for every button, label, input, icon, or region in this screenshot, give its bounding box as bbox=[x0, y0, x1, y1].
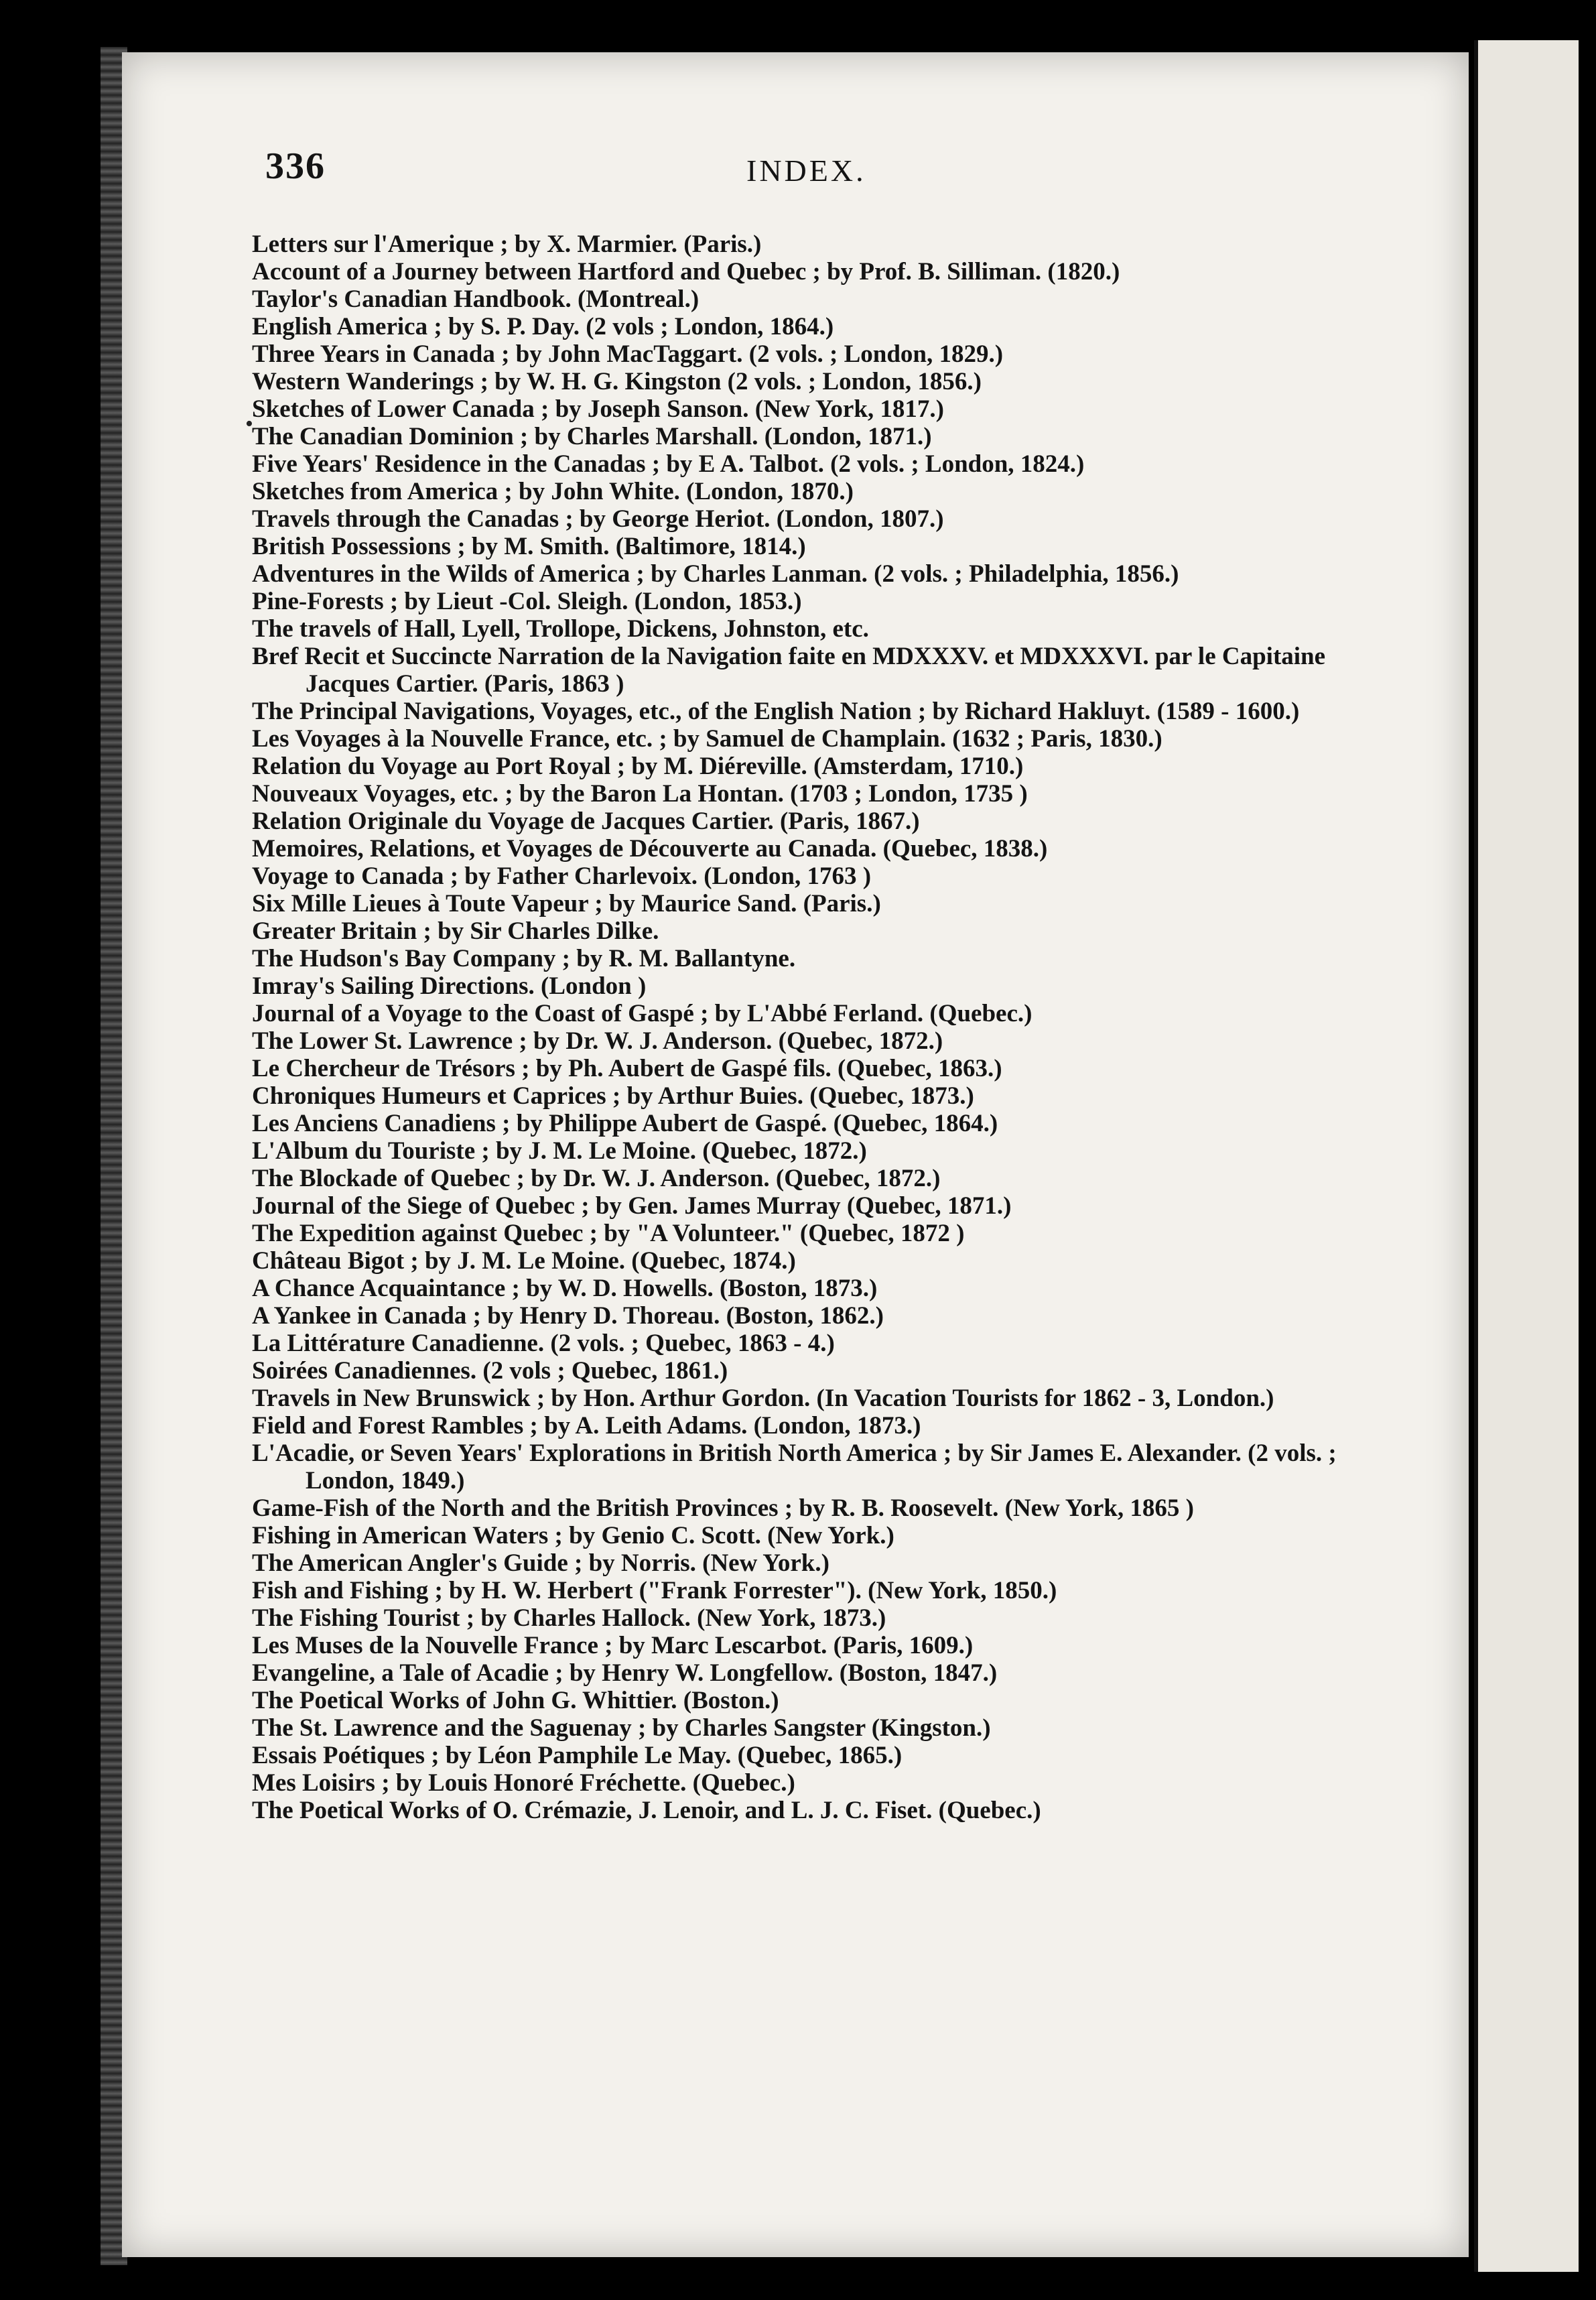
index-entry: Les Muses de la Nouvelle France ; by Marc Lescarbot. (Paris, 1609.) bbox=[252, 1632, 974, 1659]
index-entry: English America ; by S. P. Day. (2 vols ; London, 1864.) bbox=[252, 313, 834, 340]
index-entry: A Chance Acquaintance ; by W. D. Howells. (Boston, 1873.) bbox=[252, 1275, 878, 1302]
index-entry: Chroniques Humeurs et Caprices ; by Arthur Buies. (Quebec, 1873.) bbox=[252, 1082, 974, 1110]
index-entry: The American Angler's Guide ; by Norris. (New York.) bbox=[252, 1549, 829, 1577]
index-entry: The Canadian Dominion ; by Charles Marshall. (London, 1871.) bbox=[252, 423, 932, 450]
index-entry: Greater Britain ; by Sir Charles Dilke. bbox=[252, 917, 659, 945]
index-entry: Journal of a Voyage to the Coast of Gaspé ; by L'Abbé Ferland. (Quebec.) bbox=[252, 1000, 1033, 1027]
index-entry: Account of a Journey between Hartford and Quebec ; by Prof. B. Silliman. (1820.) bbox=[252, 258, 1120, 285]
index-entry: Field and Forest Rambles ; by A. Leith Adams. (London, 1873.) bbox=[252, 1412, 921, 1440]
index-entry: Nouveaux Voyages, etc. ; by the Baron La Hontan. (1703 ; London, 1735 ) bbox=[252, 780, 1028, 808]
index-entry: Les Voyages à la Nouvelle France, etc. ; by Samuel de Champlain. (1632 ; Paris, 1830.) bbox=[252, 725, 1162, 753]
index-entry: Imray's Sailing Directions. (London ) bbox=[252, 972, 647, 1000]
index-entry: British Possessions ; by M. Smith. (Baltimore, 1814.) bbox=[252, 533, 806, 560]
index-entry: Sketches from America ; by John White. (London, 1870.) bbox=[252, 478, 854, 505]
index-entry: Journal of the Siege of Quebec ; by Gen. James Murray (Quebec, 1871.) bbox=[252, 1192, 1012, 1220]
index-entry: L'Album du Touriste ; by J. M. Le Moine. (Quebec, 1872.) bbox=[252, 1137, 867, 1165]
running-head: INDEX. bbox=[746, 153, 866, 188]
margin-mark: • bbox=[245, 411, 253, 436]
index-entry: The Blockade of Quebec ; by Dr. W. J. Anderson. (Quebec, 1872.) bbox=[252, 1165, 941, 1192]
index-entry: Voyage to Canada ; by Father Charlevoix. (London, 1763 ) bbox=[252, 862, 872, 890]
page-number: 336 bbox=[265, 145, 326, 187]
index-entry-list bbox=[252, 231, 1351, 1824]
index-entry: Five Years' Residence in the Canadas ; by E A. Talbot. (2 vols. ; London, 1824.) bbox=[252, 450, 1085, 478]
index-entry: Memoires, Relations, et Voyages de Découverte au Canada. (Quebec, 1838.) bbox=[252, 835, 1048, 862]
index-entry: Pine-Forests ; by Lieut -Col. Sleigh. (London, 1853.) bbox=[252, 588, 802, 615]
index-entry: Mes Loisirs ; by Louis Honoré Fréchette. (Quebec.) bbox=[252, 1769, 795, 1797]
index-entry: Six Mille Lieues à Toute Vapeur ; by Maurice Sand. (Paris.) bbox=[252, 890, 881, 917]
index-entry: The Expedition against Quebec ; by "A Volunteer." (Quebec, 1872 ) bbox=[252, 1220, 965, 1247]
index-entry: The St. Lawrence and the Saguenay ; by Charles Sangster (Kingston.) bbox=[252, 1714, 991, 1742]
index-entry: Château Bigot ; by J. M. Le Moine. (Quebec, 1874.) bbox=[252, 1247, 796, 1275]
index-entry: Fishing in American Waters ; by Genio C. Scott. (New York.) bbox=[252, 1522, 894, 1549]
index-entry: The Fishing Tourist ; by Charles Hallock. (New York, 1873.) bbox=[252, 1604, 886, 1632]
index-entry: Le Chercheur de Trésors ; by Ph. Aubert de Gaspé fils. (Quebec, 1863.) bbox=[252, 1055, 1002, 1082]
index-entry: The Lower St. Lawrence ; by Dr. W. J. Anderson. (Quebec, 1872.) bbox=[252, 1027, 943, 1055]
index-entry: The Poetical Works of O. Crémazie, J. Lenoir, and L. J. C. Fiset. (Quebec.) bbox=[252, 1797, 1041, 1824]
index-entry: La Littérature Canadienne. (2 vols. ; Quebec, 1863 - 4.) bbox=[252, 1330, 835, 1357]
index-entry: Bref Recit et Succincte Narration de la Navigation faite en MDXXXV. et MDXXXVI. par le Capitaine Jacques Cartier. (Paris, 1863 ) bbox=[252, 643, 1326, 698]
index-entry: Fish and Fishing ; by H. W. Herbert ("Frank Forrester"). (New York, 1850.) bbox=[252, 1577, 1057, 1604]
index-entry: Relation du Voyage au Port Royal ; by M. Diéreville. (Amsterdam, 1710.) bbox=[252, 753, 1024, 780]
index-entry: Travels in New Brunswick ; by Hon. Arthur Gordon. (In Vacation Tourists for 1862 - 3, London.) bbox=[252, 1385, 1274, 1412]
index-entry: L'Acadie, or Seven Years' Explorations in British North America ; by Sir James E. Alexander. (2 vols. ; London, 1849.) bbox=[252, 1440, 1337, 1494]
index-entry: Essais Poétiques ; by Léon Pamphile Le May. (Quebec, 1865.) bbox=[252, 1742, 903, 1769]
index-entry: Les Anciens Canadiens ; by Philippe Aubert de Gaspé. (Quebec, 1864.) bbox=[252, 1110, 998, 1137]
page-header bbox=[265, 145, 1404, 198]
index-entry: Soirées Canadiennes. (2 vols ; Quebec, 1861.) bbox=[252, 1357, 728, 1385]
index-entry: Sketches of Lower Canada ; by Joseph Sanson. (New York, 1817.) bbox=[252, 395, 945, 423]
index-entry: A Yankee in Canada ; by Henry D. Thoreau. (Boston, 1862.) bbox=[252, 1302, 884, 1330]
index-entry: Evangeline, a Tale of Acadie ; by Henry W. Longfellow. (Boston, 1847.) bbox=[252, 1659, 998, 1687]
index-entry: Travels through the Canadas ; by George Heriot. (London, 1807.) bbox=[252, 505, 944, 533]
index-entry: The Principal Navigations, Voyages, etc., of the English Nation ; by Richard Hakluyt. (1589 - 1600.) bbox=[252, 698, 1300, 725]
index-entry: Three Years in Canada ; by John MacTaggart. (2 vols. ; London, 1829.) bbox=[252, 340, 1004, 368]
index-entry: Game-Fish of the North and the British Provinces ; by R. B. Roosevelt. (New York, 1865 ) bbox=[252, 1494, 1194, 1522]
index-entry: Western Wanderings ; by W. H. G. Kingston (2 vols. ; London, 1856.) bbox=[252, 368, 982, 395]
index-entry: Taylor's Canadian Handbook. (Montreal.) bbox=[252, 285, 700, 313]
index-entry: Adventures in the Wilds of America ; by Charles Lanman. (2 vols. ; Philadelphia, 1856.) bbox=[252, 560, 1179, 588]
index-entry: The Hudson's Bay Company ; by R. M. Ballantyne. bbox=[252, 945, 796, 972]
index-entry: Relation Originale du Voyage de Jacques Cartier. (Paris, 1867.) bbox=[252, 808, 920, 835]
index-entry: The Poetical Works of John G. Whittier. (Boston.) bbox=[252, 1687, 779, 1714]
index-entry: The travels of Hall, Lyell, Trollope, Dickens, Johnston, etc. bbox=[252, 615, 869, 643]
index-entry: Letters sur l'Amerique ; by X. Marmier. (Paris.) bbox=[252, 231, 762, 258]
facing-page-edge bbox=[1474, 40, 1579, 2272]
